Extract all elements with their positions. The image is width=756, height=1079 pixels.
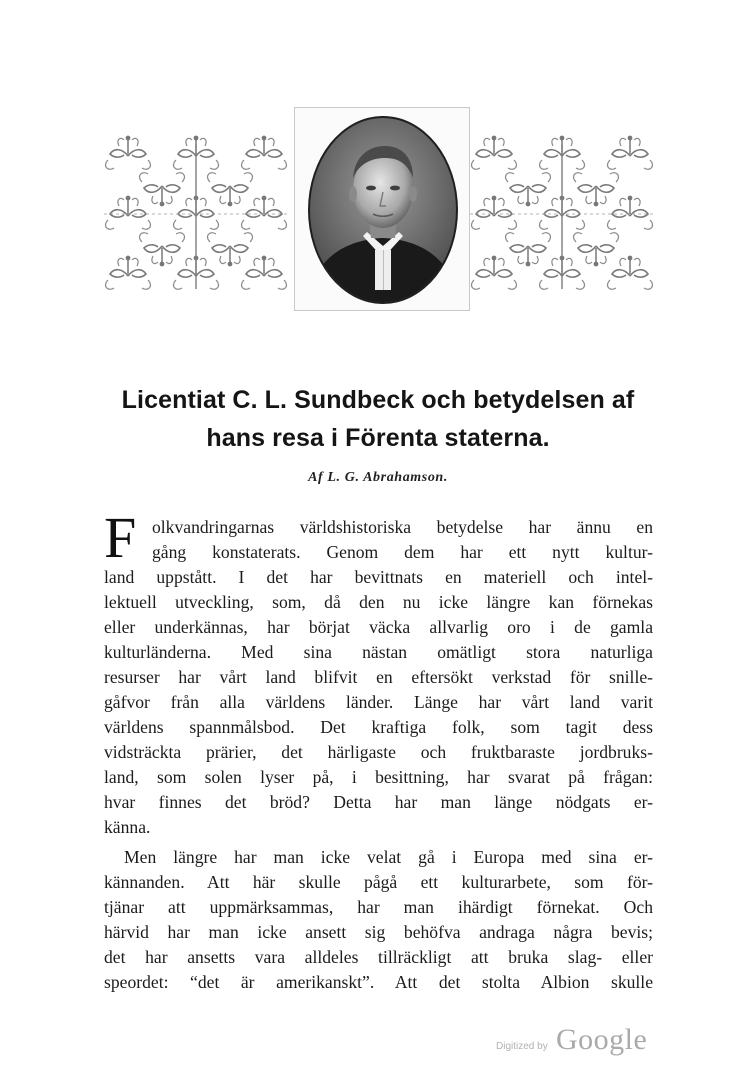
digitized-by-google-watermark [496,1022,656,1062]
body-line: olkvandringarnas världshistoriska betydelse har ännu en [152,517,653,537]
body-line: världens spannmålsbod. Det kraftiga folk, som tagit dess [104,717,653,737]
body-line: Men längre har man icke velat gå i Europa med sina er- [124,847,653,867]
body-line: känna. [104,817,151,837]
body-line: land, som solen lyser på, i besittning, har svarat på frågan: [104,767,653,787]
article-title-line-2: hans resa i Förenta staterna. [206,424,550,452]
floral-ornament-right [464,134,660,296]
body-line: gång konstaterats. Genom dem har ett nytt kultur- [152,542,653,562]
body-line: det har ansetts vara alldeles tillräckligt att bruka slag- eller [104,947,653,967]
body-line: hvar finnes det bröd? Detta har man länge nödgats er- [104,792,653,812]
body-line: speordet: “det är amerikanskt”. Att det stolta Albion skulle [104,972,653,992]
body-line: land uppstått. I det har bevittnats en materiell och intel- [104,567,653,587]
portrait-frame [294,107,470,311]
body-line: kännanden. Att här skulle pågå ett kulturarbete, som för- [104,872,653,892]
body-line: kulturländerna. Med sina nästan omätligt stora naturliga [104,642,653,662]
body-line: gåfvor från alla världens länder. Länge har vårt land varit [104,692,653,712]
body-line: eller underkännas, har börjat väcka allvarlig oro i de gamla [104,617,653,637]
digitized-by-label: Digitized by [496,1041,548,1052]
article-title-line-1: Licentiat C. L. Sundbeck och betydelsen af [121,386,635,414]
body-line: härvid har man icke ansett sig behöfva andraga några bevis; [104,922,653,942]
google-logo: Google [556,1023,648,1056]
body-line: vidsträckta prärier, det härligaste och fruktbaraste jordbruks- [104,742,653,762]
article-byline: Af L. G. Abrahamson. [308,470,448,485]
body-line: lektuell utveckling, som, då den nu icke längre kan förnekas [104,592,653,612]
floral-ornament-left [98,134,294,296]
drop-cap: F [104,505,137,570]
body-line: tjänar att uppmärksammas, har man ihärdigt förnekat. Och [104,897,653,917]
portrait-image [295,108,471,312]
body-line: resurser har vårt land blifvit en eftersökt verkstad för snille- [104,667,653,687]
